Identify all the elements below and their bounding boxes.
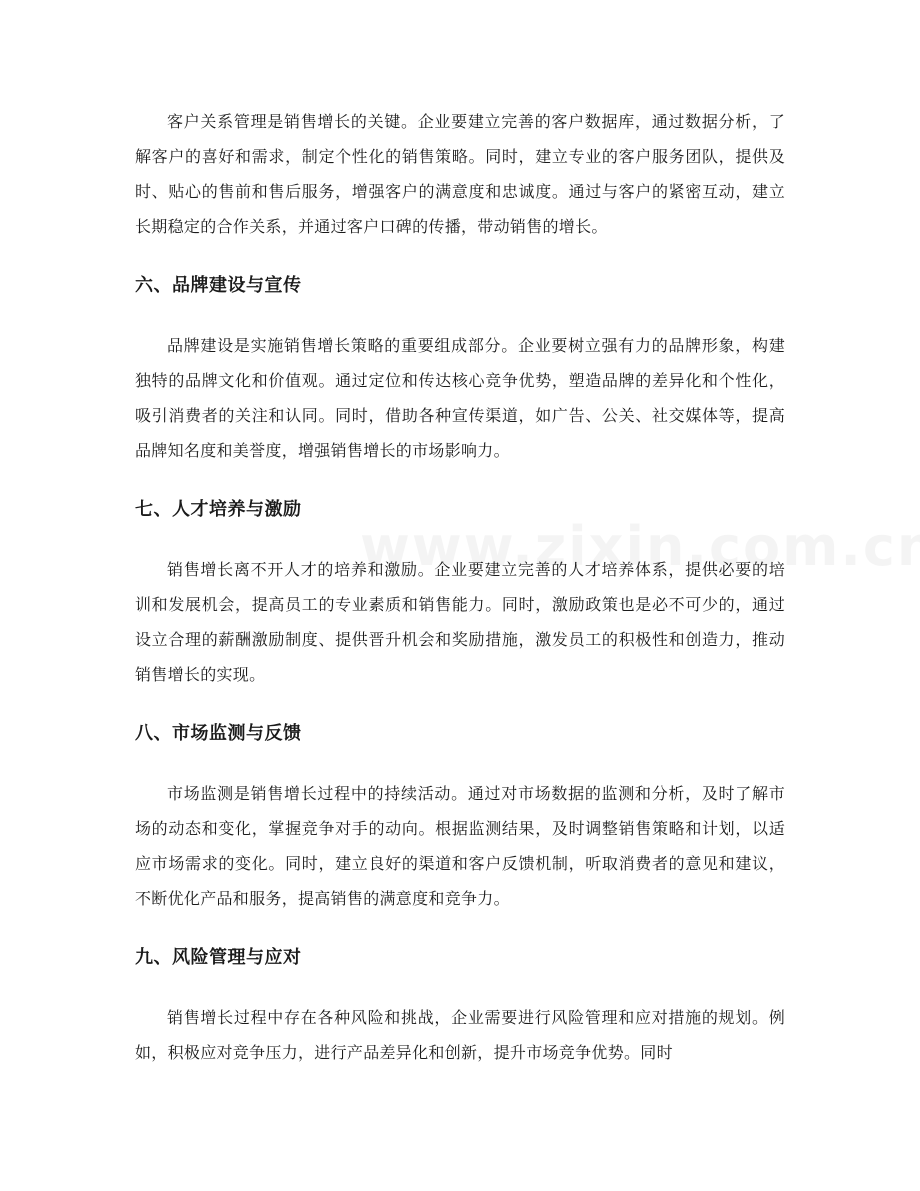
heading-section-6: 六、品牌建设与宣传 (135, 275, 302, 296)
paragraph-section-7: 销售增长离不开人才的培养和激励。企业要建立完善的人才培养体系，提供必要的培训和发展机会，提高员工的专业素质和销售能力。同时，激励政策也是必不可少的，通过设立合理的薪酬激励制度、提供晋升机会和奖励措施，激发员工的积极性和创造力，推动销售增长的实现。 (135, 560, 785, 684)
paragraph-section-8: 市场监测是销售增长过程中的持续活动。通过对市场数据的监测和分析，及时了解市场的动态和变化，掌握竞争对手的动向。根据监测结果，及时调整销售策略和计划，以适应市场需求的变化。同时，建立良好的渠道和客户反馈机制，听取消费者的意见和建议，不断优化产品和服务，提高销售的满意度和竞争力。 (135, 784, 785, 908)
heading-section-8: 八、市场监测与反馈 (135, 723, 302, 744)
heading-section-7: 七、人才培养与激励 (135, 499, 302, 520)
heading-section-9: 九、风险管理与应对 (135, 947, 302, 968)
document-body (135, 104, 785, 1070)
paragraph-section-9: 销售增长过程中存在各种风险和挑战，企业需要进行风险管理和应对措施的规划。例如，积极应对竞争压力，进行产品差异化和创新，提升市场竞争优势。同时 (135, 1008, 785, 1062)
paragraph-customer-relations: 客户关系管理是销售增长的关键。企业要建立完善的客户数据库，通过数据分析，了解客户的喜好和需求，制定个性化的销售策略。同时，建立专业的客户服务团队，提供及时、贴心的售前和售后服务，增强客户的满意度和忠诚度。通过与客户的紧密互动，建立长期稳定的合作关系，并通过客户口碑的传播，带动销售的增长。 (135, 112, 785, 236)
paragraph-section-6: 品牌建设是实施销售增长策略的重要组成部分。企业要树立强有力的品牌形象，构建独特的品牌文化和价值观。通过定位和传达核心竞争优势，塑造品牌的差异化和个性化，吸引消费者的关注和认同。同时，借助各种宣传渠道，如广告、公关、社交媒体等，提高品牌知名度和美誉度，增强销售增长的市场影响力。 (135, 336, 785, 460)
